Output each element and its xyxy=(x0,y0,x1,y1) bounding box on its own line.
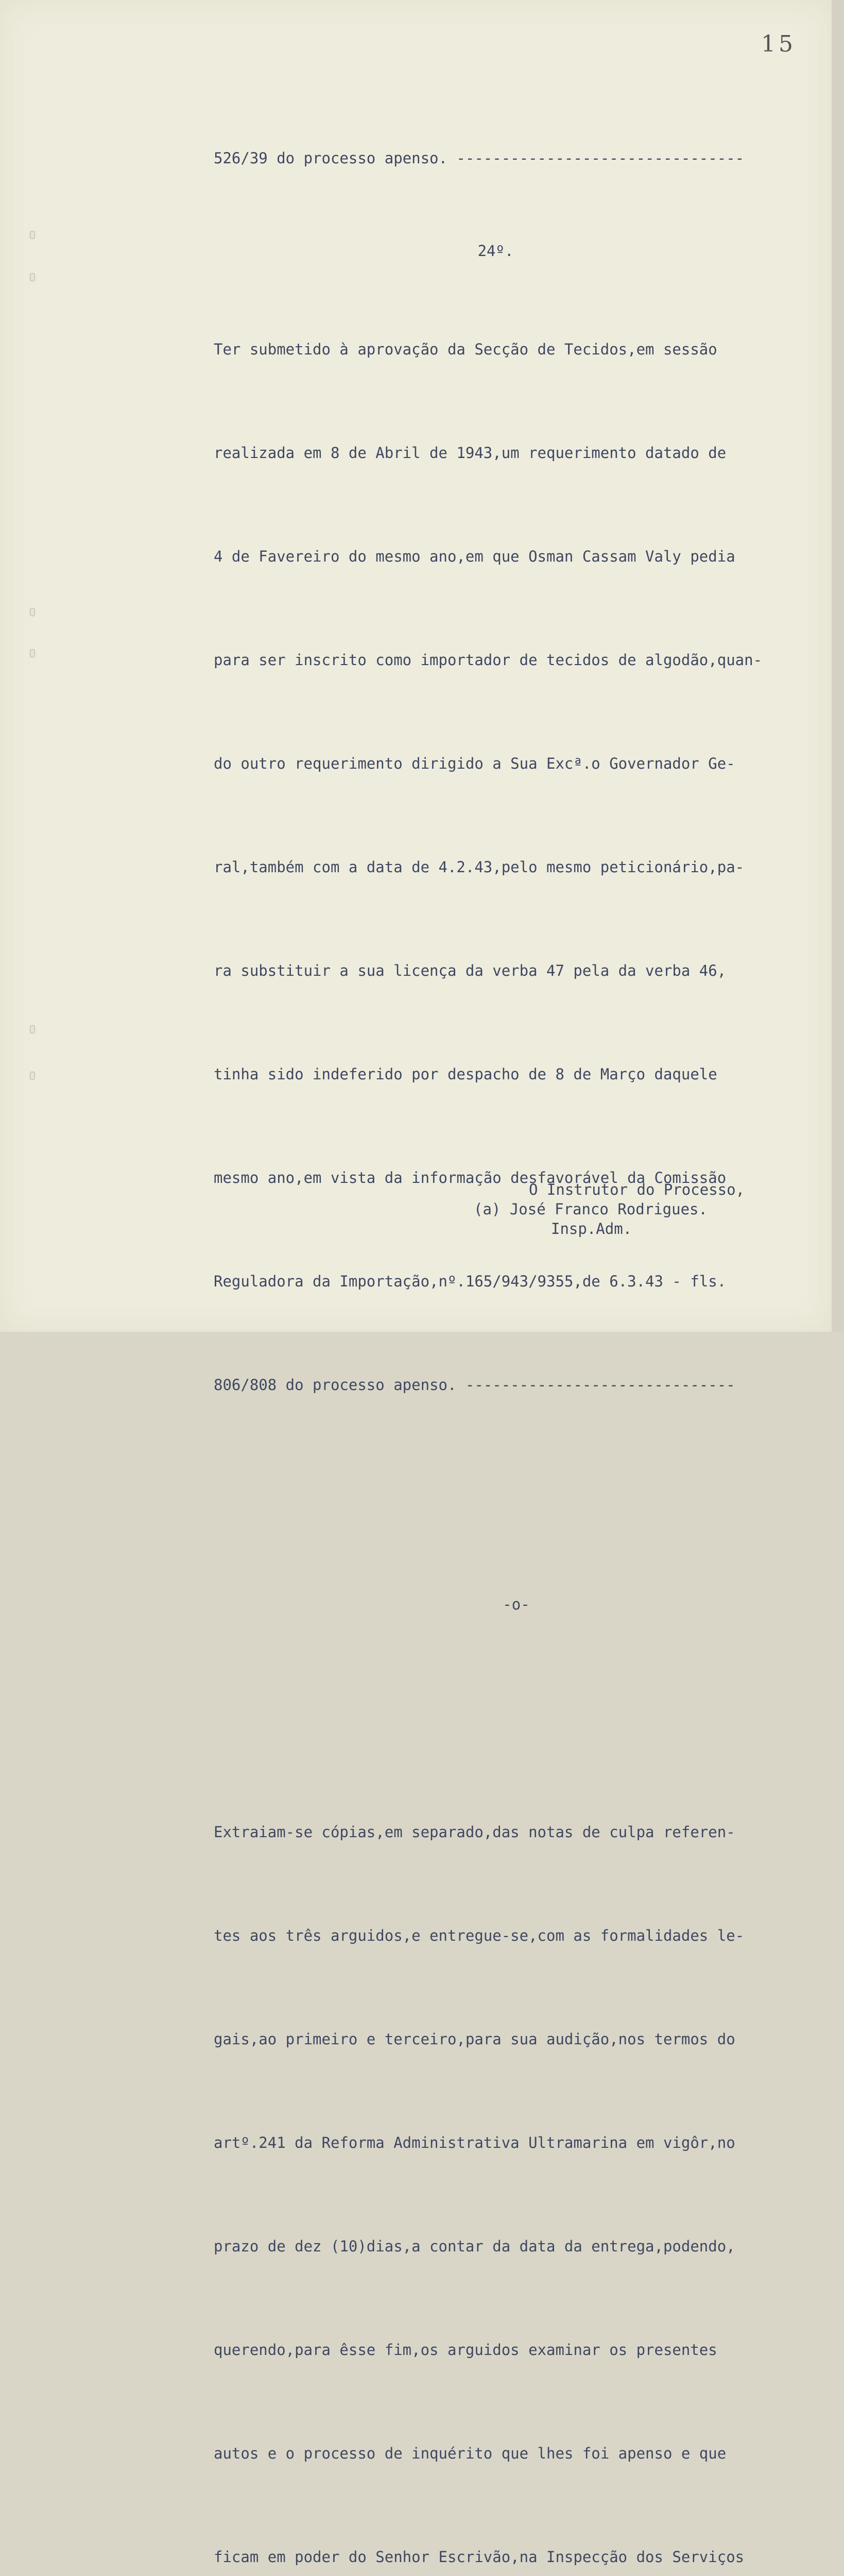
punch-hole-mark xyxy=(30,1025,35,1033)
text-line: tes aos três arguidos,e entregue-se,com as formalidades le- xyxy=(214,1927,745,1944)
punch-hole-mark xyxy=(30,1072,35,1080)
text-line: mesmo ano,em vista da informação desfavorável da Comissão xyxy=(214,1169,727,1187)
text-line: ra substituir a sua licença da verba 47 pela da verba 46, xyxy=(214,962,727,979)
text-line: Ter submetido à aprovação da Secção de Tecidos,em sessão xyxy=(214,341,717,358)
text-line: 806/808 do processo apenso. ------------------------------ xyxy=(214,1376,735,1394)
punch-hole-mark xyxy=(30,231,35,239)
text-line: 526/39 do processo apenso. -------------------------------- xyxy=(214,149,745,167)
punch-hole-mark xyxy=(30,608,35,616)
text-line: gais,ao primeiro e terceiro,para sua audição,nos termos do xyxy=(214,2030,735,2048)
page-number: 15 xyxy=(761,31,796,57)
signature-title: O Instrutor do Processo, xyxy=(529,1181,745,1198)
text-line: 4 de Favereiro do mesmo ano,em que Osman Cassam Valy pedia xyxy=(214,548,735,565)
text-line: ficam em poder do Senhor Escrivão,na Inspecção dos Serviços xyxy=(214,2548,745,2566)
punch-hole-mark xyxy=(30,273,35,281)
text-line: ral,também com a data de 4.2.43,pelo mesmo peticionário,pa- xyxy=(214,858,745,876)
typed-text-body xyxy=(214,72,819,2576)
page-edge xyxy=(832,0,844,1332)
text-line: para ser inscrito como importador de tecidos de algodão,quan- xyxy=(214,651,763,669)
text-line: artº.241 da Reforma Administrativa Ultramarina em vigôr,no xyxy=(214,2134,735,2151)
text-line: do outro requerimento dirigido a Sua Excª.o Governador Ge- xyxy=(214,755,735,772)
signature-role: Insp.Adm. xyxy=(551,1220,632,1238)
signature-block xyxy=(214,1180,819,1242)
text-line: tinha sido indeferido por despacho de 8 de Março daquele xyxy=(214,1065,717,1083)
text-line: querendo,para êsse fim,os arguidos examinar os presentes xyxy=(214,2341,717,2359)
text-line: Extraiam-se cópias,em separado,das notas de culpa referen- xyxy=(214,1823,735,1841)
item-number: 24º. xyxy=(477,242,514,260)
signature-name: (a) José Franco Rodrigues. xyxy=(474,1200,708,1218)
punch-hole-mark xyxy=(30,649,35,657)
text-line: realizada em 8 de Abril de 1943,um requerimento datado de xyxy=(214,444,727,462)
text-line: prazo de dez (10)dias,a contar da data da entrega,podendo, xyxy=(214,2238,735,2255)
text-line: Reguladora da Importação,nº.165/943/9355,de 6.3.43 - fls. xyxy=(214,1273,727,1290)
text-line: autos e o processo de inquérito que lhes foi apenso e que xyxy=(214,2445,727,2462)
separator: -o- xyxy=(503,1596,530,1613)
